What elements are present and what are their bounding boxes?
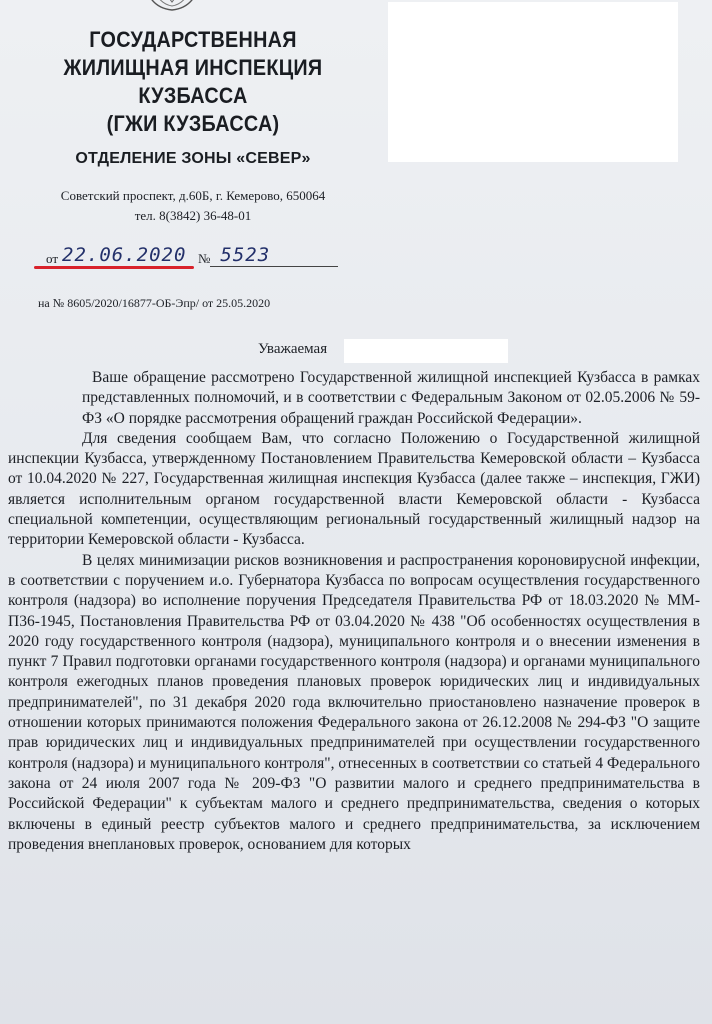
paragraph: Ваше обращение рассмотрено Государственной жилищной инспекцией Кузбасса в рамках представленных полномочий, и в соответствии с Федеральным Законом от 02.05.2006 № 59-ФЗ «О порядке рассмотрения обращений граждан Российской Федерации». <box>82 369 700 427</box>
letter-body <box>8 368 700 855</box>
organization-address: Советский проспект, д.60Б, г. Кемерово, 650064 тел. 8(3842) 36-48-01 <box>60 188 326 223</box>
reference-number: на № 8605/2020/16877-ОБ-Эпр/ от 25.05.2020 <box>38 296 271 310</box>
date-prefix: от <box>46 251 59 266</box>
organization-name: ГОСУДАРСТВЕННАЯ ЖИЛИЩНАЯ ИНСПЕКЦИЯ КУЗБАССА (ГЖИ КУЗБАССА) <box>63 27 323 136</box>
paragraph: В целях минимизации рисков возникновения и распространения короновирусной инфекции, в соответствии с поручением и.о. Губернатора Кузбасса по вопросам осуществления государственного контроля (надзора) во исполнение поручения Председателя Правительства РФ от 18.03.2020 № ММ-П36-1945, Постановления Правительства РФ от 03.04.2020 № 438 "Об особенностях осуществления в 2020 году государственного контроля (надзора), муниципального контроля и о внесении изменения в пункт 7 Правил подготовки органами государственного контроля (надзора) и органами муниципального контроля ежегодных планов проведения плановых проверок юридических лиц и индивидуальных предпринимателей", по 31 декабря 2020 года включительно приостановлено назначение проверок в отношении которых принимаются положения Федерального закона от 26.12.2008 № 294-ФЗ "О защите прав юридических лиц и индивидуальных предпринимателей при осуществлении государственного контроля (надзора) и муниципального контроля", отнесенных в соответствии со статьей 4 Федерального закона от 24 июля 2007 года № 209-ФЗ "О развитии малого и среднего предпринимательства в Российской Федерации" к субъектам малого и среднего предпринимательства, сведения о которых включены в единый реестр субъектов малого и среднего предпринимательства, за исключением проведения внеплановых проверок, основанием для которых <box>8 551 700 853</box>
number-prefix: № <box>198 251 211 266</box>
redacted-recipient-block <box>388 2 678 162</box>
registration-number: 5523 <box>210 244 338 267</box>
red-underline-mark <box>34 266 194 269</box>
paragraph: Для сведения сообщаем Вам, что согласно Положению о Государственной жилищной инспекции Кузбасса, утвержденному Постановлением Правительства Кемеровской области – Кузбасса от 10.04.2020 № 227, Государственная жилищная инспекция Кузбасса (далее также – инспекция, ГЖИ) является исполнительным органом государственной власти Кемеровской области - Кузбасса специальной компетенции, осуществляющим региональный государственный жилищный надзор на территории Кемеровской области - Кузбасса. <box>8 429 700 549</box>
greeting: Уважаемая <box>258 341 328 357</box>
registration-line <box>46 244 338 267</box>
coat-of-arms-emblem <box>140 0 204 12</box>
redacted-recipient-name <box>344 339 508 363</box>
registration-date: 22.06.2020 <box>58 244 192 267</box>
department-name: ОТДЕЛЕНИЕ ЗОНЫ «СЕВЕР» <box>75 150 311 167</box>
